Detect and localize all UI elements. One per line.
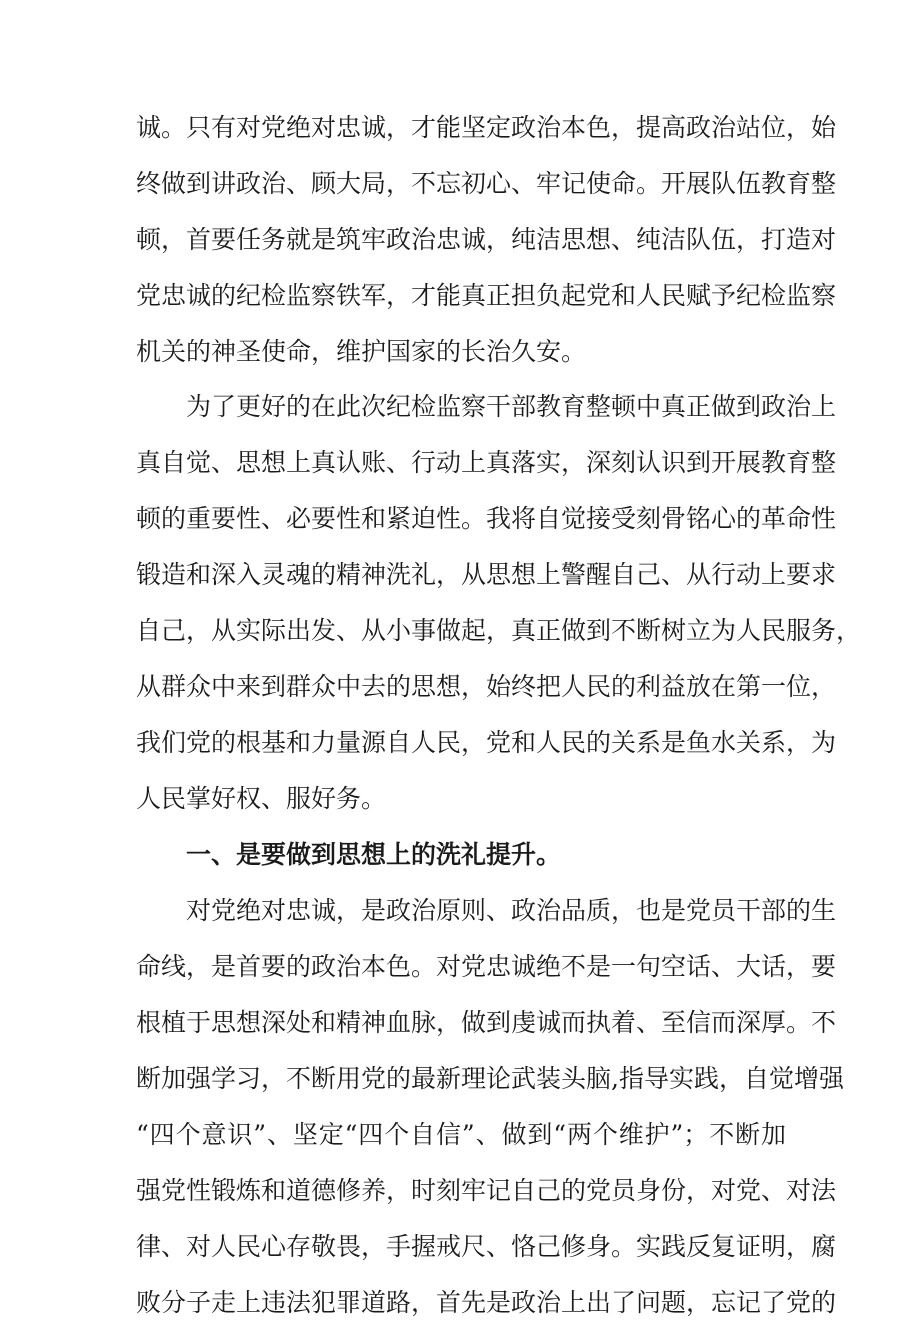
paragraph-2-line: 从群众中来到群众中去的思想，始终把人民的利益放在第一位， <box>136 672 837 701</box>
paragraph-2-line: 真自觉、思想上真认账、行动上真落实，深刻认识到开展教育整 <box>136 448 837 477</box>
paragraph-2-line: 人民掌好权、服好务。 <box>136 784 387 813</box>
paragraph-1-line: 机关的神圣使命，维护国家的长治久安。 <box>136 337 587 366</box>
paragraph-3-line: 断加强学习，不断用党的最新理论武装头脑,指导实践，自觉增强 <box>136 1064 844 1093</box>
paragraph-2-line: 顿的重要性、必要性和紧迫性。我将自觉接受刻骨铭心的革命性 <box>136 504 837 533</box>
paragraph-2-line: 我们党的根基和力量源自人民，党和人民的关系是鱼水关系，为 <box>136 728 837 757</box>
paragraph-2-line: 为了更好的在此次纪检监察干部教育整顿中真正做到政治上 <box>186 392 837 421</box>
paragraph-1-line: 诚。只有对党绝对忠诚，才能坚定政治本色，提高政治站位，始 <box>136 113 837 142</box>
paragraph-3-line: 强党性锻炼和道德修养，时刻牢记自己的党员身份，对党、对法 <box>136 1176 837 1205</box>
paragraph-2-line: 自己，从实际出发、从小事做起，真正做到不断树立为人民服务， <box>136 616 862 645</box>
paragraph-2-line: 锻造和深入灵魂的精神洗礼，从思想上警醒自己、从行动上要求 <box>136 560 837 589</box>
paragraph-1-line: 终做到讲政治、顾大局，不忘初心、牢记使命。开展队伍教育整 <box>136 169 837 198</box>
paragraph-3-line: 根植于思想深处和精神血脉，做到虔诚而执着、至信而深厚。不 <box>136 1008 837 1037</box>
section-heading: 一、是要做到思想上的洗礼提升。 <box>186 840 562 869</box>
paragraph-1-line: 顿，首要任务就是筑牢政治忠诚，纯洁思想、纯洁队伍，打造对 <box>136 225 837 254</box>
paragraph-3-line: 命线，是首要的政治本色。对党忠诚绝不是一句空话、大话，要 <box>136 952 837 981</box>
paragraph-1-line: 党忠诚的纪检监察铁军，才能真正担负起党和人民赋予纪检监察 <box>136 281 837 310</box>
paragraph-3-line: 败分子走上违法犯罪道路，首先是政治上出了问题，忘记了党的 <box>136 1288 837 1317</box>
paragraph-3-line: 律、对人民心存敬畏，手握戒尺、恪己修身。实践反复证明，腐 <box>136 1232 837 1261</box>
paragraph-3-line: “四个意识”、坚定“四个自信”、做到“两个维护”；不断加 <box>136 1120 786 1149</box>
paragraph-3-line: 对党绝对忠诚，是政治原则、政治品质，也是党员干部的生 <box>186 896 837 925</box>
